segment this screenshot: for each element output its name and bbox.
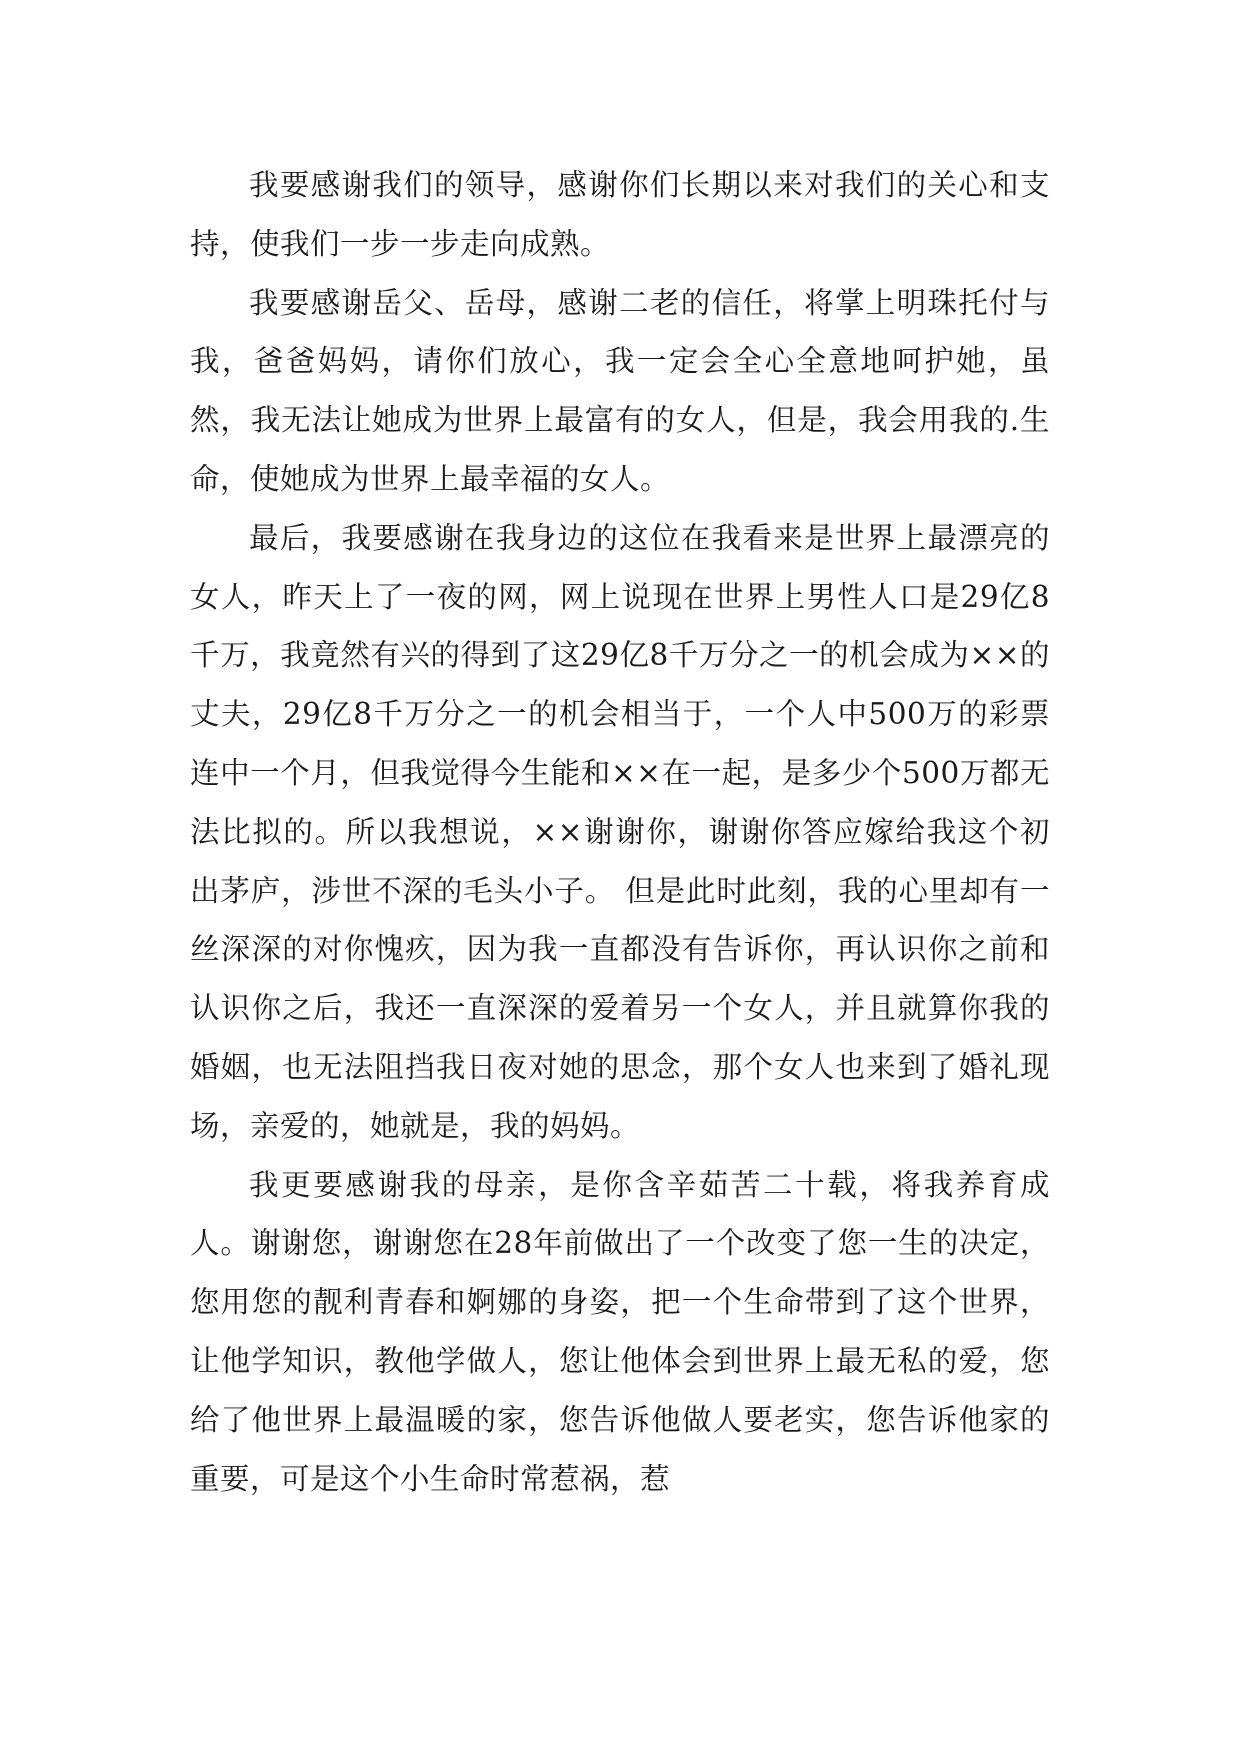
paragraph-thanks-leaders: 我要感谢我们的领导，感谢你们长期以来对我们的关心和支持，使我们一步一步走向成熟。	[190, 168, 1050, 261]
paragraph-thanks-mother: 我更要感谢我的母亲，是你含辛茹苦二十载，将我养育成人。谢谢您，谢谢您在28年前做出了一个改变了您一生的决定，您用您的靓利青春和婀娜的身姿，把一个生命带到了这个世界，让他学知识，教他学做人，您让他体会到世界上最无私的爱，您给了他世界上最温暖的家，您告诉他做人要老实，您告诉他家的重要，可是这个小生命时常惹祸，惹	[190, 1167, 1050, 1496]
paragraph-thanks-bride: 最后，我要感谢在我身边的这位在我看来是世界上最漂亮的女人，昨天上了一夜的网，网上说现在世界上男性人口是29亿8千万，我竟然有兴的得到了这29亿8千万分之一的机会成为××的丈夫，29亿8千万分之一的机会相当于，一个人中500万的彩票连中一个月，但我觉得今生能和××在一起，是多少个500万都无法比拟的。所以我想说，××谢谢你，谢谢你答应嫁给我这个初出茅庐，涉世不深的毛头小子。 但是此时此刻，我的心里却有一丝深深的对你愧疚，因为我一直都没有告诉你，再认识你之前和认识你之后，我还一直深深的爱着另一个女人，并且就算你我的婚姻，也无法阻挡我日夜对她的思念，那个女人也来到了婚礼现场，亲爱的，她就是，我的妈妈。	[190, 520, 1050, 1143]
document-body	[190, 156, 1050, 1508]
paragraph-thanks-in-laws: 我要感谢岳父、岳母，感谢二老的信任，将掌上明珠托付与我，爸爸妈妈，请你们放心，我一定会全心全意地呵护她，虽然，我无法让她成为世界上最富有的女人，但是，我会用我的.生命，使她成为世界上最幸福的女人。	[190, 285, 1050, 496]
